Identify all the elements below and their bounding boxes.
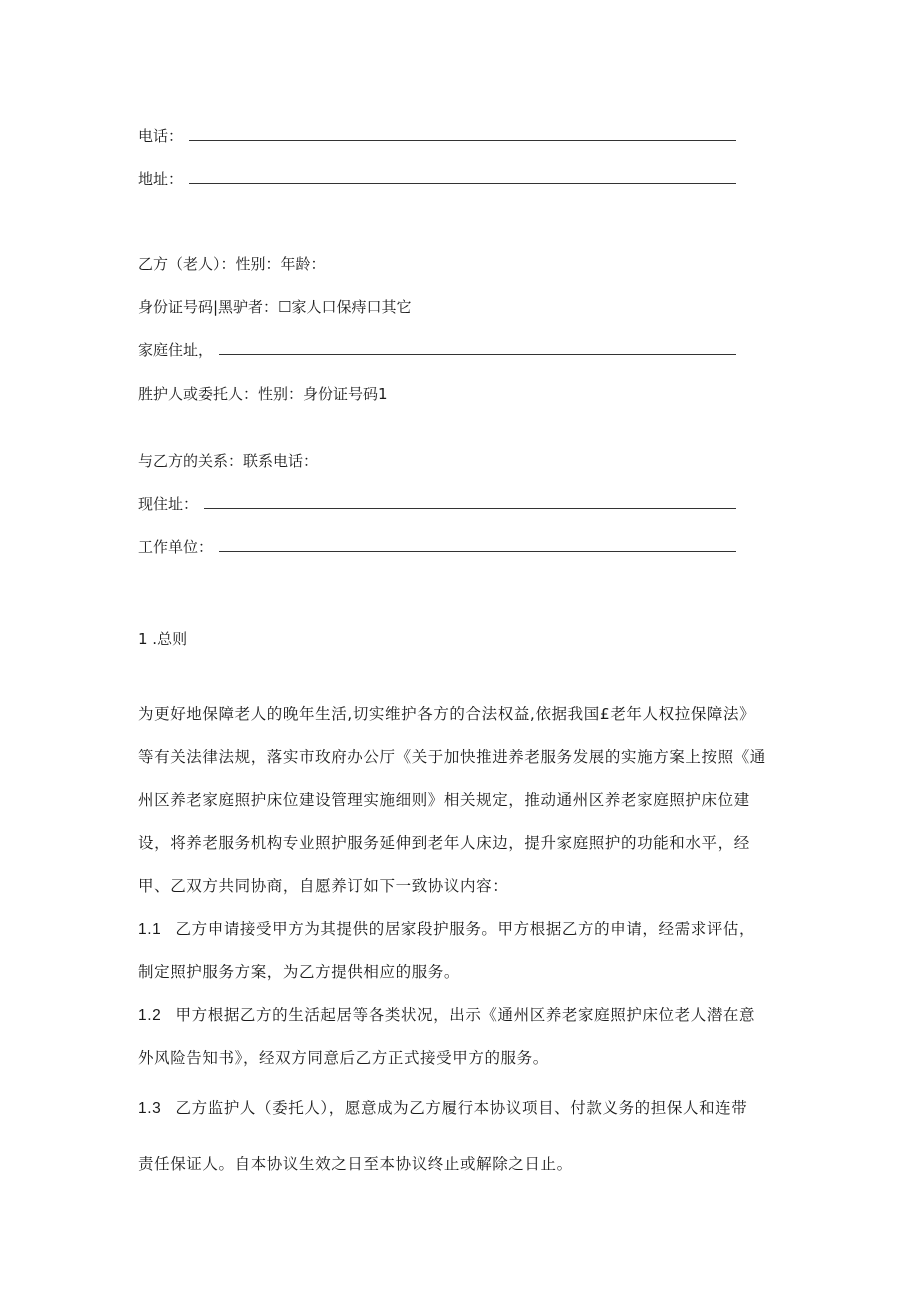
clause-text: 乙方申请接受甲方为其提供的居家段护服务。甲方根据乙方的申请，经需求评估，: [175, 920, 756, 938]
clause-1-3-line-2: 责任保证人。自本协议生效之日至本协议终止或解除之日止。: [138, 1155, 573, 1173]
phone-blank-line: [189, 127, 736, 141]
clause-1-2-line-1: [138, 1003, 755, 1025]
work-unit-field: [138, 537, 736, 557]
current-address-blank-line: [204, 495, 736, 509]
section-heading: 1 .总则: [138, 630, 188, 648]
clause-1-1-line-2: 制定照护服务方案，为乙方提供相应的服务。: [138, 963, 461, 981]
clause-number: 1.2: [138, 1007, 162, 1024]
clause-number: 1.1: [138, 921, 162, 938]
clause-number: 1.3: [138, 1100, 162, 1117]
intro-line-3: 州区养老家庭照护床位建设管理实施细则》相关规定，推动通州区养老家庭照护床位建: [138, 791, 750, 809]
clause-1-2-line-2: 外风险告知书》，经双方同意后乙方正式接受甲方的服务。: [138, 1049, 549, 1067]
address-label: 地址：: [138, 170, 184, 188]
address-blank-line: [189, 170, 736, 184]
work-unit-blank-line: [219, 538, 736, 552]
home-address-blank-line: [219, 341, 736, 355]
intro-line-1: 为更好地保障老人的晚年生活,切实维护各方的合法权益,依据我国£老年人权拉保障法》: [138, 705, 756, 723]
relation-line: 与乙方的关系：联系电话：: [138, 452, 319, 470]
phone-field: [138, 126, 736, 146]
guardian-line: 胜护人或委托人：性别：身份证号码1: [138, 385, 388, 403]
intro-line-5: 甲、乙双方共同协商，自愿养订如下一致协议内容：: [138, 877, 509, 895]
clause-1-3-line-1: [138, 1096, 747, 1118]
intro-line-2: 等有关法律法规，落实市玫府办公厅《关于加快推进养老服务发展的实施方案上按照《通: [138, 748, 766, 766]
phone-label: 电话：: [138, 127, 184, 145]
clause-text: 乙方监护人（委托人），愿意成为乙方履行本协议项目、付款义务的担保人和连带: [175, 1099, 748, 1117]
home-address-label: 家庭住址，: [138, 341, 214, 359]
current-address-field: [138, 494, 736, 514]
home-address-field: [138, 340, 736, 360]
clause-text: 甲方根据乙方的生活起居等各类状况，出示《通州区养老家庭照护床位老人潜在意: [175, 1006, 756, 1024]
id-number-line: 身份证号码|黑驴者：☐家人口保痔口其它: [138, 298, 412, 316]
address-field: [138, 169, 736, 189]
clause-1-1-line-1: [138, 917, 755, 939]
work-unit-label: 工作单位：: [138, 538, 214, 556]
intro-line-4: 设，将养老服务机构专业照护服务延伸到老年人床边，提升家庭照护的功能和水平，经: [138, 834, 750, 852]
current-address-label: 现住址：: [138, 495, 199, 513]
party-b-header: 乙方（老人）：性别：年龄：: [138, 255, 326, 273]
